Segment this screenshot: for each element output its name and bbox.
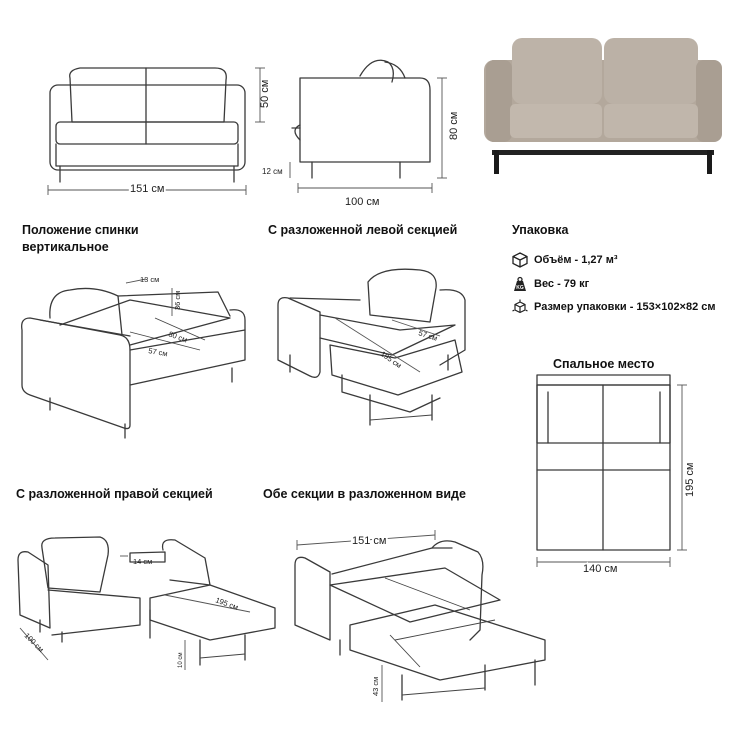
- packaging-size: [512, 299, 716, 315]
- heading-back-upright: [22, 222, 139, 256]
- right-195-label: 195 см: [214, 595, 240, 612]
- both-151-label: 151 см: [352, 535, 387, 547]
- heading-packaging: Упаковка: [512, 223, 569, 237]
- sofa-photo: [484, 38, 722, 174]
- heading-sleeping-place: Спальное место: [553, 357, 655, 371]
- seat-depth-80-label: 80 см: [167, 329, 189, 345]
- packaging-volume-text: Объём - 1,27 м³: [534, 254, 618, 266]
- back-36-label: 36 см: [173, 290, 182, 310]
- weight-icon: [512, 276, 528, 292]
- packaging-weight-text: Вес - 79 кг: [534, 278, 590, 290]
- front-width-label: 151 см: [130, 183, 165, 195]
- seat-width-57-label: 57 см: [147, 346, 169, 359]
- left-195-label: 195 см: [378, 349, 404, 371]
- heading-both-unfolded: Обе секции в разложенном виде: [263, 487, 466, 501]
- right-100-label: 100 см: [22, 631, 46, 655]
- leg-height-label: 12 см: [262, 167, 283, 176]
- heading-left-unfolded: С разложенной левой секцией: [268, 223, 458, 237]
- back-height-label: 50 см: [259, 79, 271, 108]
- sofa-left-unfolded-drawing: [278, 269, 465, 425]
- right-14-label: 14 см: [133, 557, 153, 566]
- sofa-back-upright-drawing: [22, 279, 245, 438]
- sleep-width-label: 140 см: [583, 563, 618, 575]
- heading-back-upright-line1: Положение спинки: [22, 223, 139, 237]
- package-size-icon: [512, 299, 528, 315]
- box-icon: [512, 252, 528, 268]
- heading-right-unfolded: С разложенной правой секцией: [16, 487, 213, 501]
- right-leg-10-label: 10 см: [178, 652, 184, 668]
- sleep-length-label: 195 см: [684, 462, 696, 497]
- svg-text:KG: KG: [516, 285, 524, 291]
- packaging-volume: [512, 252, 618, 268]
- heading-back-upright-line2: вертикальное: [22, 240, 109, 254]
- total-height-label: 80 см: [448, 111, 460, 140]
- left-57-label: 57 см: [417, 328, 439, 343]
- sofa-both-unfolded-drawing: [295, 530, 545, 702]
- sofa-front-view: [48, 68, 265, 195]
- both-43-label: 43 см: [371, 676, 380, 696]
- packaging-weight: [512, 276, 589, 292]
- side-depth-label: 100 см: [345, 196, 380, 208]
- armrest-13-label: 13 см: [140, 275, 160, 284]
- sofa-side-view: [290, 60, 447, 193]
- sleeping-place-plan: [537, 375, 687, 567]
- packaging-size-text: Размер упаковки - 153×102×82 см: [534, 301, 716, 313]
